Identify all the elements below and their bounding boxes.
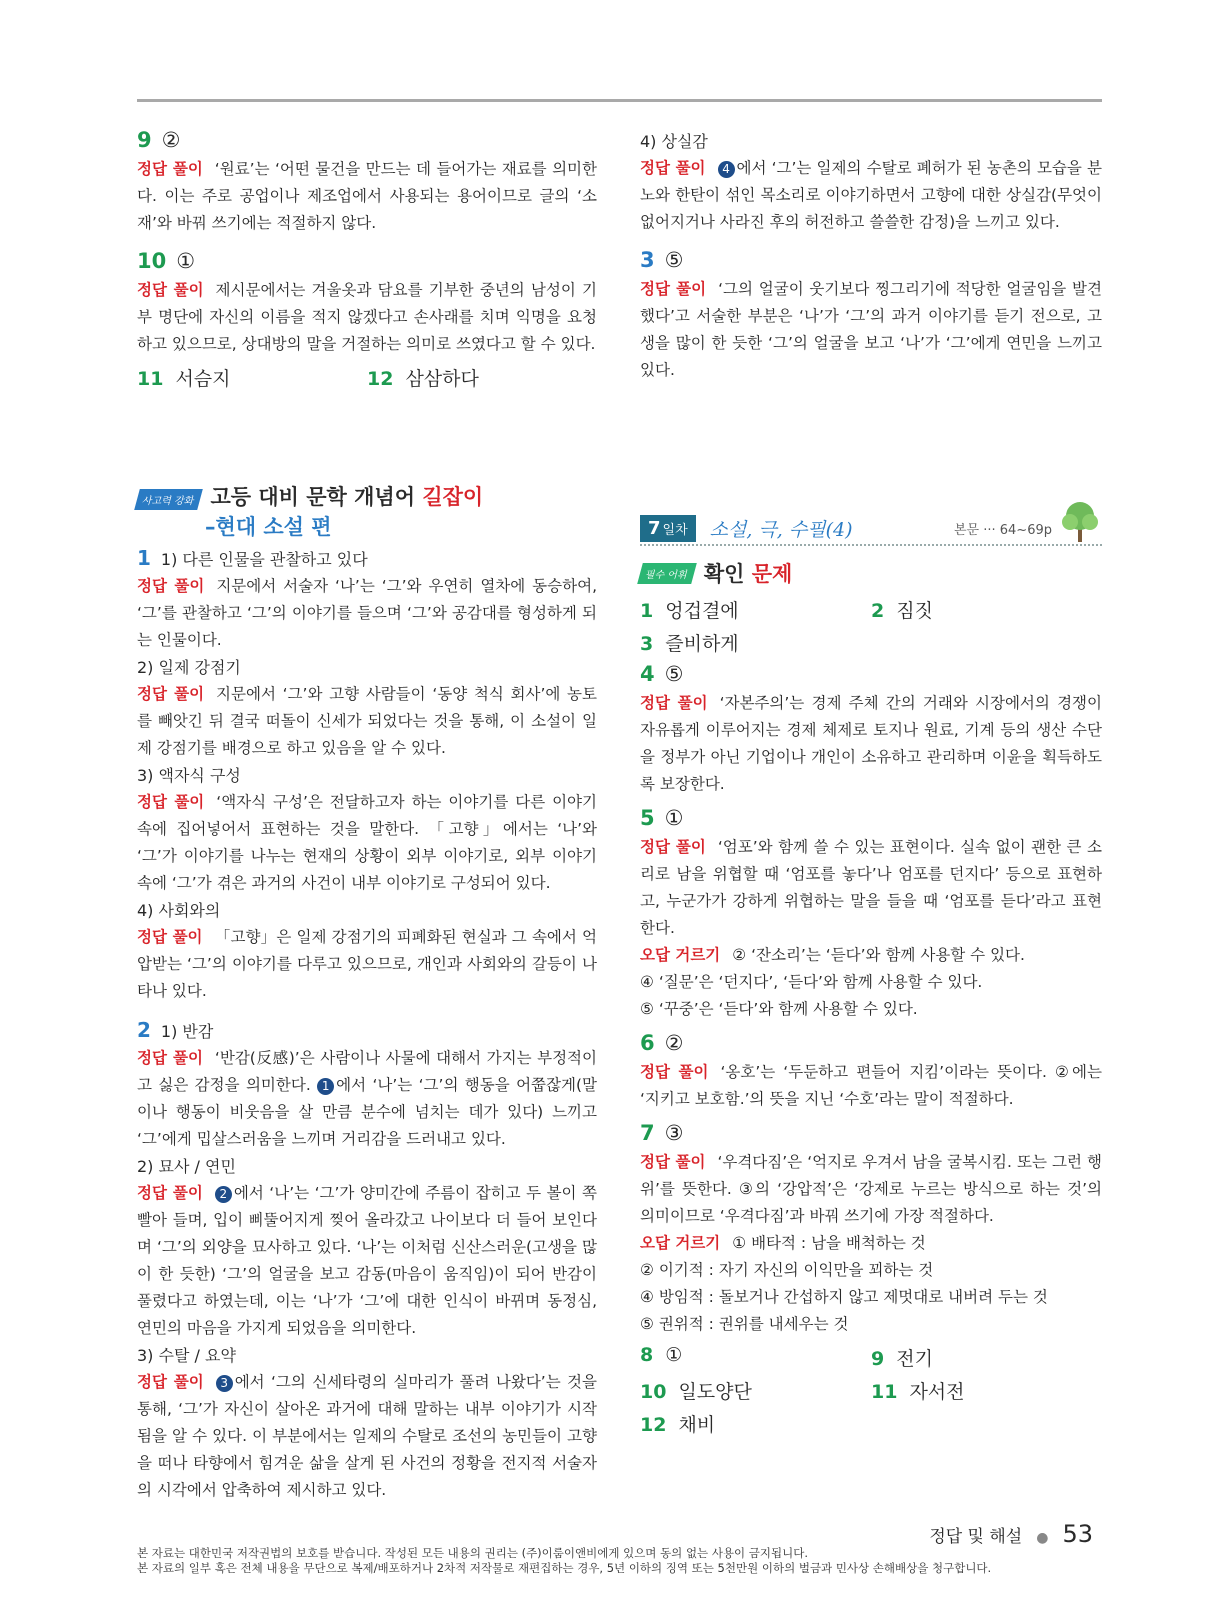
left-top-column: [137, 128, 597, 397]
vocab-q4-explanation: 정답 풀이 ‘자본주의’는 경제 주체 간의 거래와 시장에서의 경쟁이 자유롭게 이루어지는 경제 체제로 토지나 원료, 기계 등의 생산 수단을 정부가 아닌 기업이나 개인이 소유하고 관리하며 이윤을 획득하도록 보장한다.: [640, 694, 1102, 793]
section-title: 사고력 강화 고등 대비 문학 개념어 길잡이: [137, 481, 597, 511]
right-top-column: [640, 128, 1102, 384]
vocab-q6-explanation: 정답 풀이 ‘옹호’는 ‘두둔하고 편들어 지킴’이라는 뜻이다. ②에는 ‘지키고 보호함.’의 뜻을 지닌 ‘수호’라는 말이 적절하다.: [640, 1063, 1102, 1108]
page-footer: [929, 1520, 1093, 1548]
circled-4-icon: 4: [718, 161, 735, 178]
circled-3-icon: 3: [216, 1375, 233, 1392]
copyright-notice: 본 자료는 대한민국 저작권법의 보호를 받습니다. 작성된 모든 내용의 권리는 (주)이룸이앤비에게 있으며 동의 없는 사용이 금지됩니다. 본 자료의 일부 혹은 전체 내용을 무단으로 복제/배포하거나 2차적 저작물로 재편집하는 경우, 5년 이하의 징역 또는 5천만원 이하의 벌금과 민사상 손해배상을 청구합니다.: [137, 1546, 992, 1575]
top-rule: [137, 99, 1102, 102]
vocab-q4-heading: 4 ⑤: [640, 662, 684, 686]
vocab-q5-explanation: 정답 풀이 ‘엄포’와 함께 쓸 수 있는 표현이다. 실속 없이 괜한 큰 소리로 남을 위협할 때 ‘엄포를 놓다’나 엄포를 던지다’ 등으로 표현하고, 누군가가 강하게 위협하는 말을 들을 때 ‘엄포를 듣다’라고 표현한다.: [640, 838, 1102, 937]
page-number: 53: [1062, 1520, 1093, 1548]
tree-icon: [1058, 498, 1102, 544]
day-badge: 7 일차: [640, 515, 696, 542]
day-header: [640, 512, 1102, 546]
item4-explanation: 정답 풀이 4 에서 ‘그’는 일제의 수탈로 폐허가 된 농촌의 모습을 분노와 한탄이 섞인 목소리로 이야기하면서 고향에 대한 상실감(무엇이 없어지거나 사라진 후의 허전하고 쓸쓸한 감정)을 느끼고 있다.: [640, 159, 1102, 231]
vocab-q6-heading: 6 ②: [640, 1031, 684, 1055]
vocab-q5-heading: 5 ①: [640, 806, 684, 830]
circled-1-icon: 1: [317, 1078, 334, 1095]
vocab-column: 1 엉겁결에 2 짐짓 3 즐비하게 4 ⑤ 정답 풀이 ‘자본주의’는 경제 주체 간의 거래와 시장에서의 경쟁이 자유롭게 이루어지는 경제 체제로 토지나 원료, 기계 등의 생산 수단을 정부가 아닌 기업이나 개인이 소유하고 관리하며 이윤을 획득하도록 보장한다. 5 ① 정답 풀이 ‘엄포’와 함께 쓸 수 있는 표현이다. 실속 없이 괜한 큰 소리로 남을 위협할 때 ‘엄포를 놓다’나 엄포를 던지다’ 등으로 표현하고, 누군가가 강하게 위협하는 말을 들을 때 ‘엄포를 듣다’라고 표현한다. 오답 거르기 ② ‘잔소리’는 ‘듣다’와 함께 사용할 수 있다. ④ ‘질문’은 ‘던지다’, ‘듣다’와 함께 사용할 수 있다. ⑤ ‘꾸중’은 ‘듣다’와 함께 사용할 수 있다. 6 ② 정답 풀이 ‘옹호’는 ‘두둔하고 편들어 지킴’이라는 뜻이다. ②에는 ‘지키고 보호함.’의 뜻을 지닌 ‘수호’라는 말이 적절하다. 7 ③ 정답 풀이 ‘우격다짐’은 ‘억지로 우겨서 남을 굴복시킴. 또는 그런 행위’를 뜻한다. ③의 ‘강압적’은 ‘강제로 누르는 방식으로 하는 것’의 의미이므로 ‘우격다짐’과 바꿔 쓰기에 가장 적절하다. 오답 거르기 ① 배타적 : 남을 배척하는 것 ② 이기적 : 자기 자신의 이익만을 꾀하는 것 ④ 방임적 : 돌보거나 간섭하지 않고 제멋대로 내버려 두는 것 ⑤ 권위적 : 권위를 내세우는 것 8 ① 9 전기 10 일도양단 11 자서전 12 채비: [640, 600, 1102, 1436]
day-reference: 본문 ··· 64~69p: [953, 522, 1052, 538]
vocab-q7-heading: 7 ③: [640, 1121, 684, 1145]
q10-heading: 10 ①: [137, 249, 196, 273]
literature-section: [137, 481, 597, 1504]
q3-explanation: 정답 풀이 ‘그의 얼굴이 웃기보다 찡그리기에 적당한 얼굴임을 발견했다’고 서술한 부분은 ‘나’가 ‘그’의 과거 이야기를 듣기 전으로, 고생을 많이 한 듯한 ‘그’의 얼굴을 보고 ‘나’가 ‘그’에게 연민을 느끼고 있다.: [640, 280, 1102, 379]
q10-explanation: 정답 풀이 제시문에서는 겨울옷과 담요를 기부한 중년의 남성이 기부 명단에 자신의 이름을 적지 않겠다고 손사래를 치며 익명을 요청하고 있으므로, 상대방의 말을 거절하는 의미로 쓰였다고 할 수 있다.: [137, 281, 597, 353]
section-badge: 사고력 강화: [134, 489, 203, 510]
bullet-icon: ●: [1036, 1530, 1049, 1546]
vocab-header: [640, 558, 792, 588]
q9-explanation: 정답 풀이 ‘원료’는 ‘어떤 물건을 만드는 데 들어가는 재료를 의미한다. 이는 주로 공업이나 제조업에서 사용되는 용어이므로 글의 ‘소재’와 바꿔 쓰기에는 적절하지 않다.: [137, 160, 597, 232]
vocab-badge: 필수 어휘: [637, 563, 696, 584]
section-subtitle: –현대 소설 편: [205, 515, 332, 539]
vocab-title: 확인 문제: [703, 562, 793, 586]
section-q1: 1 1) 다른 인물을 관찰하고 있다 정답 풀이 지문에서 서술자 ‘나’는 ‘그’와 우연히 열차에 동승하여, ‘그’를 관찰하고 ‘그’의 이야기를 들으며 ‘그’와 공감대를 형성하게 되는 인물이다. 2) 일제 강점기 정답 풀이 지문에서 ‘그’와 고향 사람들이 ‘동양 척식 회사’에 농토를 빼앗긴 뒤 결국 떠돌이 신세가 되었다는 것을 통해, 이 소설이 일제 강점기를 배경으로 하고 있음을 알 수 있다. 3) 액자식 구성 정답 풀이 ‘액자식 구성’은 전달하고자 하는 이야기를 다른 이야기 속에 집어넣어서 표현하는 것을 말한다. 「고향」에서는 ‘나’와 ‘그’가 이야기를 나누는 현재의 상황이 외부 이야기로, 외부 이야기 속에 ‘그’가 겪은 과거의 사건이 내부 이야기로 구성되어 있다. 4) 사회와의 정답 풀이 「고향」은 일제 강점기의 피폐화된 현실과 그 속에서 억압받는 ‘그’의 이야기를 다루고 있으므로, 개인과 사회와의 갈등이 나타나 있다.: [137, 546, 597, 1000]
footer-label: 정답 및 해설: [929, 1527, 1023, 1547]
q11-q12-row: 11 서슴지 12 삼삼하다: [137, 368, 479, 390]
day-title: 소설, 극, 수필(4): [709, 518, 853, 541]
q3-heading: 3 ⑤: [640, 248, 684, 272]
vocab-q7-explanation: 정답 풀이 ‘우격다짐’은 ‘억지로 우겨서 남을 굴복시킴. 또는 그런 행위’를 뜻한다. ③의 ‘강압적’은 ‘강제로 누르는 방식으로 하는 것’의 의미이므로 ‘우격다짐’과 바꿔 쓰기에 가장 적절하다.: [640, 1153, 1102, 1225]
circled-2-icon: 2: [215, 1186, 232, 1203]
item4-label: 4) 상실감: [640, 132, 708, 151]
section-q2: 2 1) 반감 정답 풀이 ‘반감(反感)’은 사람이나 사물에 대해서 가지는 부정적이고 싫은 감정을 의미한다. 1 에서 ‘나’는 ‘그’의 행동을 어쭙잖게(말이나 행동이 비웃음을 살 만큼 분수에 넘치는 데가 있다) 느끼고 ‘그’에게 밉살스러움을 느끼며 거리감을 드러내고 있다. 2) 묘사 / 연민 정답 풀이 2 에서 ‘나’는 ‘그’가 양미간에 주름이 잡히고 두 볼이 쪽 빨아 들며, 입이 삐뚤어지게 찢어 올라갔고 나이보다 더 들어 보인다며 ‘그’의 외양을 묘사하고 있다. ‘나’는 이처럼 신산스러운(고생을 많이 한 듯한) ‘그’의 얼굴을 보고 감동(마음이 움직임)이 되어 반감이 풀렸다고 하였는데, 이는 ‘나’가 ‘그’에 대한 인식이 바뀌며 동정심, 연민의 마음을 가지게 되었음을 의미한다. 3) 수탈 / 요약 정답 풀이 3 에서 ‘그의 신세타령의 실마리가 풀려 나왔다’는 것을 통해, ‘그’가 자신이 살아온 과거에 대해 말하는 내부 이야기가 시작됨을 알 수 있다. 이 부분에서는 일제의 수탈로 조선의 농민들이 고향을 떠나 타향에서 힘겨운 삶을 살게 된 사건의 정황을 전지적 서술자의 시각에서 압축하여 제시하고 있다.: [137, 1018, 597, 1499]
q9-heading: 9 ②: [137, 128, 181, 152]
